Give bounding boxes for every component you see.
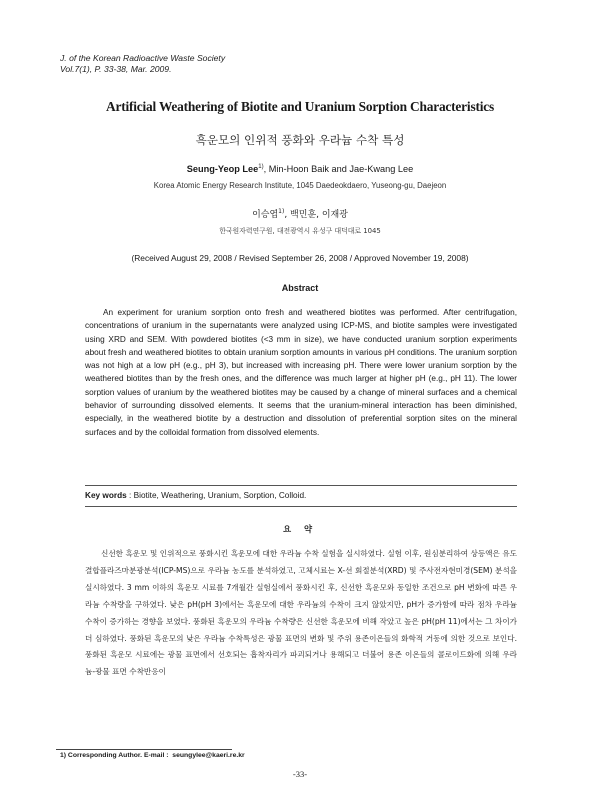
footnote-rule [56,749,232,750]
other-authors: , Min-Hoon Baik and Jae-Kwang Lee [263,164,414,175]
first-author-mark: 1) [258,164,264,170]
received-dates: (Received August 29, 2008 / Revised September 26, 2008 / Approved November 19, 2008) [131,253,469,263]
footnote-label: 1) Corresponding Author. E-mail : [60,752,169,759]
journal-name: J. of the Korean Radioactive Waste Society [60,53,226,63]
keywords-line [85,491,517,500]
abstract-heading: Abstract [281,283,319,293]
keywords-text: : Biotite, Weathering, Uranium, Sorption, Colloid. [126,491,307,500]
page-number: -33- [292,769,308,779]
first-author-korean: 이승엽 [252,210,279,220]
abstract-body: An experiment for uranium sorption onto fresh and weathered biotites was performed. After centrifugation, concentrations of uranium in the supernatants were analyzed using ICP-MS, and biotite samples were investigated using XRD and SEM. With powdered biotites (<3 mm in size), we have conducted uranium sorption experiments about fresh and weathered biotites to obtain uranium sorption amounts in various pH conditions. The uranium sorption was not high at a low pH (e.g., pH 3), but increased with increasing pH. There were lower uranium sorption by the weathered biotites than by the fresh ones, and the difference was much larger at higher pH (e.g., pH 11). The lower sorption values of uranium by the weathered biotites may be caused by a change of mineral surfaces and a chemical behavior of surrounding dissolved elements. It seems that the uranium-mineral interaction has been diminished, especially, in the weathered biotite by a destruction and dissolution of preferential sorption sites on the mineral surfaces and by the colloidal formation from dissolved elements. [85,308,517,437]
korean-abstract-heading: 요 약 [282,524,318,534]
journal-volume: Vol.7(1), P. 33-38, Mar. 2009. [60,64,172,74]
author-affiliation: Korea Atomic Energy Research Institute, 1045 Daedeokdaero, Yuseong-gu, Daejeon [153,181,447,190]
author-affiliation-korean: 한국원자력연구원, 대전광역시 유성구 대덕대로 1045 [219,227,381,235]
corresponding-author-footnote [60,752,245,759]
first-author: Seung-Yeop Lee [186,164,259,175]
keywords-label: Key words [85,491,127,500]
footnote-email: seungylee@kaeri.re.kr [172,752,245,759]
paper-title-korean: 흑운모의 인위적 풍화와 우라늄 수착 특성 [195,133,405,147]
keywords-top-rule [85,485,517,486]
author-list-korean [0,207,600,220]
korean-abstract-body: 신선한 흑운모 및 인위적으로 풍화시킨 흑운모에 대한 우라늄 수착 실험을 실시하였다. 실험 이후, 원심분리하여 상등액은 유도결합플라즈마분광분석(ICP-MS)으로 우라늄 농도를 분석하였고, 고체시료는 X-선 회절분석(XRD) 및 주사전자현미경(SEM) 분석을 실시하였다. 3 mm 이하의 흑운모 시료를 7개월간 실험실에서 풍화시킨 후, 신선한 흑운모와 동일한 조건으로 pH 변화에 따른 우라늄 수착량을 구하였다. 낮은 pH(pH 3)에서는 흑운모에 대한 우라늄의 수착이 크지 않았지만, pH가 증가함에 따라 점차 우라늄 수착이 증가하는 경향을 보였다. 풍화된 흑운모의 우라늄 수착량은 신선한 흑운모에 비해 작았고 높은 pH(pH 11)에서는 그 차이가 더 심하였다. 풍화된 흑운모의 낮은 우라늄 수착특성은 광물 표면의 변화 및 주위 용존이온들의 화학적 거동에 의한 것으로 보인다. 풍화된 흑운모 시료에는 광물 표면에서 선호되는 흡착자리가 파괴되거나 용해되고 더불어 용존 이온들의 콜로이드화에 의해 우라늄-광물 표면 수착반응이 [85,549,517,677]
paper-title-english: Artificial Weathering of Biotite and Uranium Sorption Characteristics [105,99,494,114]
first-author-korean-mark: 1) [278,208,285,215]
other-authors-korean: , 백민훈, 이재광 [284,210,348,220]
author-list [0,164,600,174]
journal-header [60,53,225,75]
keywords-bottom-rule [85,506,517,507]
